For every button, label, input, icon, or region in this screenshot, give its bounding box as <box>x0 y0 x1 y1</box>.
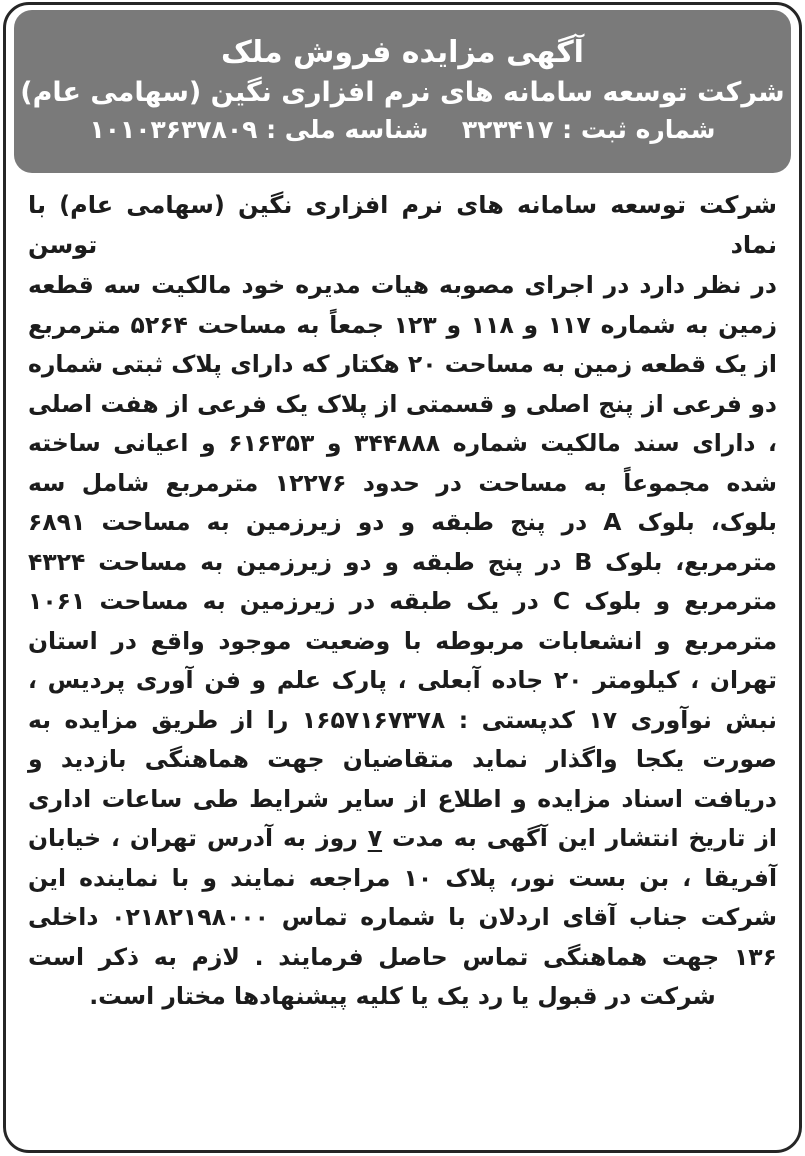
notice-title: آگهی مزایده فروش ملک <box>221 34 584 70</box>
registration-number-label: شماره ثبت : <box>562 114 716 144</box>
notice-body <box>28 186 777 1017</box>
deadline-days-emphasis: ۷ <box>367 824 383 852</box>
registration-number-value: ۳۲۳۴۱۷ <box>461 114 554 144</box>
registration-ids-line <box>90 115 716 145</box>
notice-lead-line: شرکت توسعه سامانه های نرم افزاری نگین (سهامی عام) با نماد توسن <box>28 191 777 259</box>
national-id-label: شناسه ملی : <box>266 114 429 144</box>
notice-header-banner <box>14 10 791 173</box>
company-name: شرکت توسعه سامانه های نرم افزاری نگین (سهامی عام) <box>20 77 785 109</box>
notice-main-paragraph: در نظر دارد در اجرای مصوبه هیات مدیره خود مالکیت سه قطعه زمین به شماره ۱۱۷ و ۱۱۸ و ۱۲۳ جمعاً به مساحت ۵۲۶۴ مترمربع از یک قطعه زمین به مساحت ۲۰ هکتار که دارای پلاک ثبتی شماره دو فرعی از پنج اصلی و قسمتی از پلاک یک فرعی از هفت اصلی ، دارای سند مالکیت شماره ۳۴۴۸۸۸ و ۶۱۶۳۵۳ و اعیانی ساخته شده مجموعاً به مساحت در حدود ۱۲۲۷۶ مترمربع شامل سه بلوک، بلوک A در پنج طبقه و دو زیرزمین به مساحت ۶۸۹۱ مترمربع، بلوک B در پنج طبقه و دو زیرزمین به مساحت ۴۳۲۴ مترمربع و بلوک C در یک طبقه در زیرزمین به مساحت ۱۰۶۱ مترمربع و انشعابات مربوطه با وضعیت موجود واقع در استان تهران ، کیلومتر ۲۰ جاده آبعلی ، پارک علم و فن آوری پردیس ، نبش نوآوری ۱۷ کدپستی : ۱۶۵۷۱۶۷۳۷۸ را از طریق مزایده به صورت یکجا واگذار نماید متقاضیان جهت هماهنگی بازدید و دریافت اسناد مزایده و اطلاع از سایر شرایط طی ساعات اداری از تاریخ انتشار این آگهی به مدت ۷ روز به آدرس تهران ، خیابان آفریقا ، بن بست نور، پلاک ۱۰ مراجعه نمایند و با نماینده این شرکت جناب آقای اردلان با شماره تماس ۰۲۱۸۲۱۹۸۰۰۰ داخلی ۱۳۶ جهت هماهنگی تماس حاصل فرمایند . لازم به ذکر است شرکت در قبول یا رد یک یا کلیه پیشنهادها مختار است. <box>28 271 778 1010</box>
national-id-value: ۱۰۱۰۳۶۳۷۸۰۹ <box>89 114 258 144</box>
